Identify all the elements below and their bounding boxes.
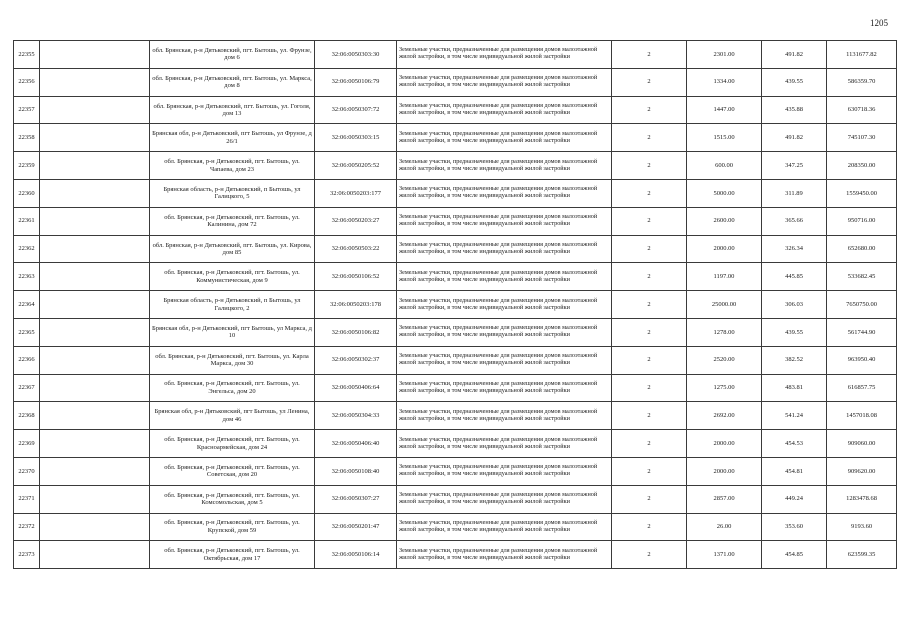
area-cell: 2301.00	[687, 41, 762, 69]
table-body	[14, 41, 897, 569]
cadastral-value-cell: 208350.00	[827, 152, 897, 180]
area-cell: 5000.00	[687, 179, 762, 207]
cadastral-value-cell: 1559450.00	[827, 179, 897, 207]
land-use-cell: Земельные участки, предназначенные для размещения домов малоэтажной жилой застройки, в том числе индивидуальной жилой застройки	[397, 41, 612, 69]
group-cell: 2	[612, 541, 687, 569]
specific-value-cell: 365.66	[762, 207, 827, 235]
area-cell: 1278.00	[687, 318, 762, 346]
group-cell: 2	[612, 68, 687, 96]
cadastral-number-cell: 32:06:0050406:64	[315, 374, 397, 402]
specific-value-cell: 326.34	[762, 235, 827, 263]
cadastral-value-cell: 630718.36	[827, 96, 897, 124]
address-cell: Брянская обл, р-н Дятьковский, пгт Бытошь, ул Ленина, дом 46	[150, 402, 315, 430]
cadastral-number-cell: 32:06:0050108:40	[315, 457, 397, 485]
table-row	[14, 263, 897, 291]
row-number-cell: 22358	[14, 124, 40, 152]
specific-value-cell: 491.82	[762, 124, 827, 152]
spacer-cell	[40, 207, 150, 235]
table-row	[14, 124, 897, 152]
specific-value-cell: 454.85	[762, 541, 827, 569]
cadastral-value-cell: 909620.00	[827, 457, 897, 485]
group-cell: 2	[612, 41, 687, 69]
spacer-cell	[40, 457, 150, 485]
specific-value-cell: 454.81	[762, 457, 827, 485]
row-number-cell: 22371	[14, 485, 40, 513]
cadastral-number-cell: 32:06:0050106:14	[315, 541, 397, 569]
address-cell: обл. Брянская, р-н Дятьковский, пгт. Бытошь, ул. Гоголя, дом 13	[150, 96, 315, 124]
table-row	[14, 291, 897, 319]
specific-value-cell: 435.88	[762, 96, 827, 124]
area-cell: 2520.00	[687, 346, 762, 374]
table-row	[14, 179, 897, 207]
cadastral-number-cell: 32:06:0050307:72	[315, 96, 397, 124]
land-use-cell: Земельные участки, предназначенные для размещения домов малоэтажной жилой застройки, в том числе индивидуальной жилой застройки	[397, 235, 612, 263]
address-cell: Брянская обл, р-н Дятьковский, пгт Бытошь, ул Фрунзе, д 26/1	[150, 124, 315, 152]
area-cell: 1334.00	[687, 68, 762, 96]
group-cell: 2	[612, 263, 687, 291]
address-cell: обл. Брянская, р-н Дятьковский, пгт. Бытошь, ул. Кирова, дом 85	[150, 235, 315, 263]
area-cell: 2000.00	[687, 457, 762, 485]
group-cell: 2	[612, 513, 687, 541]
land-use-cell: Земельные участки, предназначенные для размещения домов малоэтажной жилой застройки, в том числе индивидуальной жилой застройки	[397, 263, 612, 291]
spacer-cell	[40, 346, 150, 374]
specific-value-cell: 306.03	[762, 291, 827, 319]
group-cell: 2	[612, 96, 687, 124]
spacer-cell	[40, 124, 150, 152]
area-cell: 1447.00	[687, 96, 762, 124]
specific-value-cell: 445.85	[762, 263, 827, 291]
address-cell: обл. Брянская, р-н Дятьковский, пгт. Бытошь, ул. Красноармейская, дом 24	[150, 430, 315, 458]
cadastral-value-cell: 1283478.68	[827, 485, 897, 513]
spacer-cell	[40, 263, 150, 291]
specific-value-cell: 483.81	[762, 374, 827, 402]
row-number-cell: 22363	[14, 263, 40, 291]
spacer-cell	[40, 41, 150, 69]
cadastral-number-cell: 32:06:0050302:37	[315, 346, 397, 374]
area-cell: 1371.00	[687, 541, 762, 569]
land-use-cell: Земельные участки, предназначенные для размещения домов малоэтажной жилой застройки, в том числе индивидуальной жилой застройки	[397, 291, 612, 319]
cadastral-value-cell: 652680.00	[827, 235, 897, 263]
group-cell: 2	[612, 430, 687, 458]
address-cell: обл. Брянская, р-н Дятьковский, пгт. Бытошь, ул. Карла Маркса, дом 30	[150, 346, 315, 374]
row-number-cell: 22356	[14, 68, 40, 96]
row-number-cell: 22368	[14, 402, 40, 430]
cadastral-number-cell: 32:06:0050203:27	[315, 207, 397, 235]
row-number-cell: 22365	[14, 318, 40, 346]
spacer-cell	[40, 513, 150, 541]
cadastral-number-cell: 32:06:0050303:15	[315, 124, 397, 152]
area-cell: 2857.00	[687, 485, 762, 513]
land-use-cell: Земельные участки, предназначенные для размещения домов малоэтажной жилой застройки, в том числе индивидуальной жилой застройки	[397, 152, 612, 180]
land-use-cell: Земельные участки, предназначенные для размещения домов малоэтажной жилой застройки, в том числе индивидуальной жилой застройки	[397, 541, 612, 569]
cadastral-value-cell: 561744.90	[827, 318, 897, 346]
table-row	[14, 235, 897, 263]
address-cell: Брянская обл, р-н Дятьковский, пгт Бытошь, ул Маркса, д 10	[150, 318, 315, 346]
address-cell: обл. Брянская, р-н Дятьковский, пгт. Бытошь, ул. Калинина, дом 72	[150, 207, 315, 235]
address-cell: обл. Брянская, р-н Дятьковский, пгт. Бытошь, ул. Энгельса, дом 20	[150, 374, 315, 402]
area-cell: 1197.00	[687, 263, 762, 291]
land-use-cell: Земельные участки, предназначенные для размещения домов малоэтажной жилой застройки, в том числе индивидуальной жилой застройки	[397, 318, 612, 346]
row-number-cell: 22373	[14, 541, 40, 569]
group-cell: 2	[612, 291, 687, 319]
cadastral-value-cell: 1131677.82	[827, 41, 897, 69]
land-use-cell: Земельные участки, предназначенные для размещения домов малоэтажной жилой застройки, в том числе индивидуальной жилой застройки	[397, 457, 612, 485]
row-number-cell: 22370	[14, 457, 40, 485]
spacer-cell	[40, 318, 150, 346]
land-use-cell: Земельные участки, предназначенные для размещения домов малоэтажной жилой застройки, в том числе индивидуальной жилой застройки	[397, 374, 612, 402]
specific-value-cell: 347.25	[762, 152, 827, 180]
cadastral-number-cell: 32:06:0050201:47	[315, 513, 397, 541]
spacer-cell	[40, 541, 150, 569]
cadastral-value-cell: 586359.70	[827, 68, 897, 96]
address-cell: обл. Брянская, р-н Дятьковский, пгт. Бытошь, ул. Чапаева, дом 23	[150, 152, 315, 180]
cadastral-number-cell: 32:06:0050106:82	[315, 318, 397, 346]
row-number-cell: 22366	[14, 346, 40, 374]
cadastral-value-cell: 7650750.00	[827, 291, 897, 319]
address-cell: обл. Брянская, р-н Дятьковский, пгт. Бытошь, ул. Фрунзе, дом 6	[150, 41, 315, 69]
group-cell: 2	[612, 124, 687, 152]
area-cell: 1275.00	[687, 374, 762, 402]
table-row	[14, 513, 897, 541]
table-row	[14, 374, 897, 402]
area-cell: 2000.00	[687, 235, 762, 263]
area-cell: 26.00	[687, 513, 762, 541]
cadastral-number-cell: 32:06:0050203:178	[315, 291, 397, 319]
table-row	[14, 346, 897, 374]
land-use-cell: Земельные участки, предназначенные для размещения домов малоэтажной жилой застройки, в том числе индивидуальной жилой застройки	[397, 179, 612, 207]
spacer-cell	[40, 485, 150, 513]
row-number-cell: 22367	[14, 374, 40, 402]
cadastral-value-cell: 963950.40	[827, 346, 897, 374]
specific-value-cell: 541.24	[762, 402, 827, 430]
spacer-cell	[40, 68, 150, 96]
group-cell: 2	[612, 457, 687, 485]
row-number-cell: 22359	[14, 152, 40, 180]
row-number-cell: 22355	[14, 41, 40, 69]
spacer-cell	[40, 235, 150, 263]
cadastral-value-cell: 9193.60	[827, 513, 897, 541]
land-use-cell: Земельные участки, предназначенные для размещения домов малоэтажной жилой застройки, в том числе индивидуальной жилой застройки	[397, 402, 612, 430]
group-cell: 2	[612, 179, 687, 207]
specific-value-cell: 439.55	[762, 68, 827, 96]
group-cell: 2	[612, 485, 687, 513]
address-cell: обл. Брянская, р-н Дятьковский, пгт. Бытошь, ул. Маркса, дом 8	[150, 68, 315, 96]
land-use-cell: Земельные участки, предназначенные для размещения домов малоэтажной жилой застройки, в том числе индивидуальной жилой застройки	[397, 68, 612, 96]
specific-value-cell: 382.52	[762, 346, 827, 374]
address-cell: обл. Брянская, р-н Дятьковский, пгт. Бытошь, ул. Октябрьская, дом 17	[150, 541, 315, 569]
spacer-cell	[40, 179, 150, 207]
cadastral-value-cell: 616857.75	[827, 374, 897, 402]
group-cell: 2	[612, 402, 687, 430]
cadastral-value-cell: 623599.35	[827, 541, 897, 569]
specific-value-cell: 439.55	[762, 318, 827, 346]
cadastral-number-cell: 32:06:0050406:40	[315, 430, 397, 458]
spacer-cell	[40, 291, 150, 319]
table-row	[14, 457, 897, 485]
spacer-cell	[40, 96, 150, 124]
table-row	[14, 152, 897, 180]
group-cell: 2	[612, 207, 687, 235]
row-number-cell: 22369	[14, 430, 40, 458]
row-number-cell: 22360	[14, 179, 40, 207]
land-use-cell: Земельные участки, предназначенные для размещения домов малоэтажной жилой застройки, в том числе индивидуальной жилой застройки	[397, 346, 612, 374]
cadastral-value-cell: 1457018.08	[827, 402, 897, 430]
row-number-cell: 22362	[14, 235, 40, 263]
address-cell: Брянская область, р-н Дятьковский, п Бытошь, ул Галицкого, 2	[150, 291, 315, 319]
group-cell: 2	[612, 235, 687, 263]
spacer-cell	[40, 402, 150, 430]
table-row	[14, 41, 897, 69]
spacer-cell	[40, 152, 150, 180]
cadastral-number-cell: 32:06:0050203:177	[315, 179, 397, 207]
cadastral-value-cell: 533682.45	[827, 263, 897, 291]
row-number-cell: 22364	[14, 291, 40, 319]
address-cell: обл. Брянская, р-н Дятьковский, пгт. Бытошь, ул. Комсомольская, дом 5	[150, 485, 315, 513]
group-cell: 2	[612, 318, 687, 346]
cadastral-number-cell: 32:06:0050304:33	[315, 402, 397, 430]
specific-value-cell: 311.89	[762, 179, 827, 207]
land-use-cell: Земельные участки, предназначенные для размещения домов малоэтажной жилой застройки, в том числе индивидуальной жилой застройки	[397, 513, 612, 541]
group-cell: 2	[612, 374, 687, 402]
cadastral-number-cell: 32:06:0050106:79	[315, 68, 397, 96]
cadastral-value-cell: 950716.00	[827, 207, 897, 235]
table-row	[14, 430, 897, 458]
specific-value-cell: 449.24	[762, 485, 827, 513]
row-number-cell: 22357	[14, 96, 40, 124]
table-row	[14, 207, 897, 235]
land-use-cell: Земельные участки, предназначенные для размещения домов малоэтажной жилой застройки, в том числе индивидуальной жилой застройки	[397, 430, 612, 458]
spacer-cell	[40, 430, 150, 458]
table-row	[14, 318, 897, 346]
cadastral-number-cell: 32:06:0050303:30	[315, 41, 397, 69]
table-row	[14, 541, 897, 569]
specific-value-cell: 353.60	[762, 513, 827, 541]
group-cell: 2	[612, 152, 687, 180]
specific-value-cell: 454.53	[762, 430, 827, 458]
area-cell: 2692.00	[687, 402, 762, 430]
table-row	[14, 96, 897, 124]
area-cell: 25000.00	[687, 291, 762, 319]
land-use-cell: Земельные участки, предназначенные для размещения домов малоэтажной жилой застройки, в том числе индивидуальной жилой застройки	[397, 207, 612, 235]
specific-value-cell: 491.82	[762, 41, 827, 69]
area-cell: 2000.00	[687, 430, 762, 458]
page-number: 1205	[870, 18, 888, 28]
spacer-cell	[40, 374, 150, 402]
area-cell: 1515.00	[687, 124, 762, 152]
group-cell: 2	[612, 346, 687, 374]
address-cell: Брянская область, р-н Дятьковский, п Бытошь, ул Галицкого, 5	[150, 179, 315, 207]
table-row	[14, 68, 897, 96]
address-cell: обл. Брянская, р-н Дятьковский, пгт. Бытошь, ул. Крупской, дом 59	[150, 513, 315, 541]
cadastral-number-cell: 32:06:0050205:52	[315, 152, 397, 180]
land-use-cell: Земельные участки, предназначенные для размещения домов малоэтажной жилой застройки, в том числе индивидуальной жилой застройки	[397, 485, 612, 513]
area-cell: 600.00	[687, 152, 762, 180]
table-row	[14, 402, 897, 430]
cadastral-value-table	[13, 40, 897, 569]
area-cell: 2600.00	[687, 207, 762, 235]
table-row	[14, 485, 897, 513]
cadastral-value-cell: 745107.30	[827, 124, 897, 152]
row-number-cell: 22361	[14, 207, 40, 235]
address-cell: обл. Брянская, р-н Дятьковский, пгт. Бытошь, ул. Коммунистическая, дом 9	[150, 263, 315, 291]
row-number-cell: 22372	[14, 513, 40, 541]
cadastral-number-cell: 32:06:0050106:52	[315, 263, 397, 291]
land-use-cell: Земельные участки, предназначенные для размещения домов малоэтажной жилой застройки, в том числе индивидуальной жилой застройки	[397, 124, 612, 152]
address-cell: обл. Брянская, р-н Дятьковский, пгт. Бытошь, ул. Советская, дом 20	[150, 457, 315, 485]
land-use-cell: Земельные участки, предназначенные для размещения домов малоэтажной жилой застройки, в том числе индивидуальной жилой застройки	[397, 96, 612, 124]
cadastral-value-cell: 909060.00	[827, 430, 897, 458]
cadastral-number-cell: 32:06:0050307:27	[315, 485, 397, 513]
cadastral-number-cell: 32:06:0050503:22	[315, 235, 397, 263]
